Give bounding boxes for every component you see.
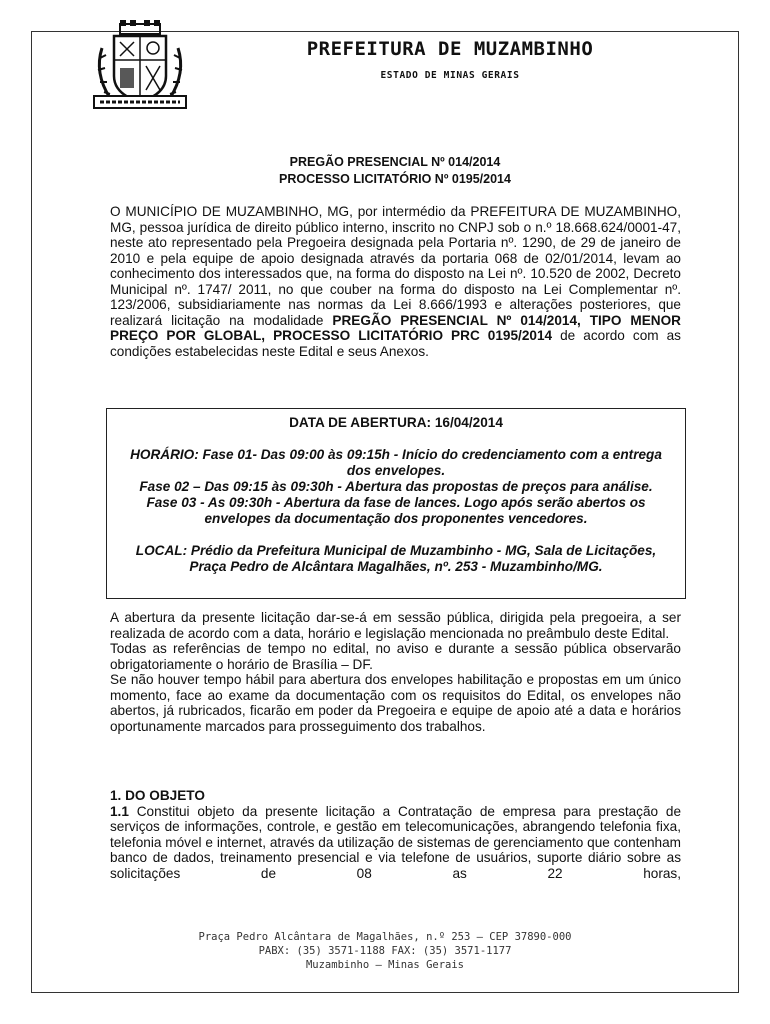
schedule-location: LOCAL: Prédio da Prefeitura Municipal de Muzambinho - MG, Sala de Licitações, Praça Pedro de Alcântara Magalhães, nº. 253 - Muzambinho/MG. [135, 543, 657, 574]
schedule-box [106, 408, 686, 599]
document-title [110, 154, 680, 188]
intro-paragraph [110, 204, 681, 359]
page-footer [100, 930, 670, 972]
intro-text-bold: PREGÃO PRESENCIAL Nº 014/2014, TIPO MENOR PREÇO POR GLOBAL, PROCESSO LICITATÓRIO PRC 0195/2014 [110, 312, 681, 343]
item-text: Constitui objeto da presente licitação a Contratação de empresa para prestação de serviços de informações, controle, e gestão em telecomunicações, abrangendo telefonia fixa, telefonia móvel e internet, através da utilização de sistemas de gerenciamento que contenham banco de dados, treinamento presencial e via telefone de usuários, suporte diário sobre as solicitações de 08 as 22 horas, [110, 803, 681, 881]
document-title-line1: PREGÃO PRESENCIAL Nº 014/2014 [289, 155, 501, 169]
paragraph-envelopes: Se não houver tempo hábil para abertura dos envelopes habilitação e propostas em um único momento, face ao exame da documentação com os requisitos do Edital, os envelopes não abertos, já rubricados, ficarão em poder da Pregoeira e equipe de apoio até a data e horários oportunamente marcados para prosseguimento dos trabalhos. [110, 672, 681, 734]
item-number: 1.1 [110, 803, 129, 819]
footer-phone: PABX: (35) 3571-1188 FAX: (35) 3571-1177 [258, 945, 512, 957]
header-subtitle: ESTADO DE MINAS GERAIS [380, 70, 520, 81]
opening-paragraphs [110, 610, 681, 734]
intro-text-part1: O MUNICÍPIO DE MUZAMBINHO, MG, por intermédio da PREFEITURA DE MUZAMBINHO, MG, pessoa jurídica de direito público interno, inscrito no CNPJ sob o n.º 18.668.624/0001-47, neste ato representado pela Pregoeira designada pela Portaria nº. 1290, de 29 de janeiro de 2010 e pela equipe de apoio designada através da portaria 068 de 02/01/2014, levam ao conhecimento dos interessados que, na forma do disposto na Lei nº. 10.520 de 2002, Decreto Municipal nº. 1747/ 2011, no que couber na forma do disposto na Lei Complementar nº. 123/2006, subsidiariamente nas normas da Lei 8.666/1993 e alterações posteriores, que realizará licitação na modalidade [110, 204, 681, 328]
municipal-coat-of-arms-icon [92, 18, 188, 114]
intro-text-part2: de acordo com as condições estabelecidas neste Edital e seus Anexos. [110, 328, 681, 359]
paragraph-time-reference: Todas as referências de tempo no edital, no aviso e durante a sessão pública observarão obrigatoriamente o horário de Brasília – DF. [110, 641, 681, 672]
header-title: PREFEITURA DE MUZAMBINHO [306, 38, 594, 60]
section-object [110, 788, 681, 881]
schedule-phase3: Fase 03 - As 09:30h - Abertura da fase de lances. Logo após serão abertos os envelopes da documentação dos proponentes vencedores. [146, 495, 646, 526]
document-title-line2: PROCESSO LICITATÓRIO Nº 0195/2014 [279, 172, 511, 186]
footer-address: Praça Pedro Alcântara de Magalhães, n.º 253 – CEP 37890-000 [198, 931, 572, 943]
opening-date: DATA DE ABERTURA: 16/04/2014 [289, 415, 503, 430]
schedule-phase1: HORÁRIO: Fase 01- Das 09:00 às 09:15h - Início do credenciamento com a entrega dos envelopes. [130, 447, 662, 478]
section-heading: 1. DO OBJETO [110, 788, 205, 803]
paragraph-session: A abertura da presente licitação dar-se-á em sessão pública, dirigida pela pregoeira, a ser realizada de acordo com a data, horário e legislação mencionada no preâmbulo deste Edital. [110, 610, 681, 641]
footer-city: Muzambinho – Minas Gerais [305, 959, 465, 971]
section-item-1-1 [110, 804, 681, 882]
schedule-phase2: Fase 02 – Das 09:15 às 09:30h - Abertura das propostas de preços para análise. [139, 479, 653, 494]
